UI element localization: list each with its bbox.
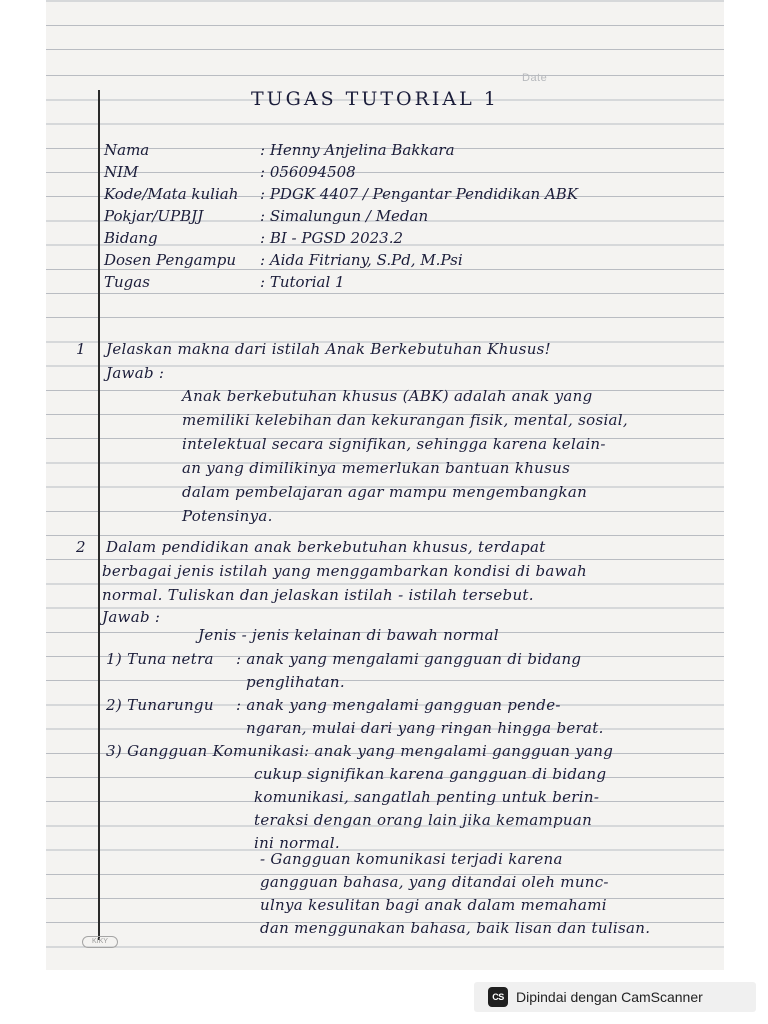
question-number: 2 — [76, 538, 86, 556]
definition-line: teraksi dengan orang lain jika kemampuan — [254, 811, 593, 829]
definition-line: komunikasi, sangatlah penting untuk berin- — [254, 788, 600, 806]
definition-line: ngaran, mulai dari yang ringan hingga berat. — [246, 719, 604, 737]
margin-line — [98, 90, 100, 940]
page-title: TUGAS TUTORIAL 1 — [251, 88, 499, 110]
definition-line: cukup signifikan karena gangguan di bidang — [254, 765, 607, 783]
answer-label: Jawab : — [102, 608, 161, 626]
date-label: Date — [522, 72, 548, 84]
term: 2) Tunarungu — [106, 696, 214, 714]
answer-line: dalam pembelajaran agar mampu mengembangkan — [182, 483, 588, 501]
info-value: : Tutorial 1 — [260, 273, 345, 291]
question-text: Jelaskan makna dari istilah Anak Berkebutuhan Khusus! — [106, 340, 552, 358]
info-label: NIM — [104, 163, 139, 181]
question-text: normal. Tuliskan dan jelaskan istilah - istilah tersebut. — [102, 586, 534, 604]
info-label: Nama — [104, 141, 150, 159]
definition-line: : anak yang mengalami gangguan yang — [304, 742, 614, 760]
answer-label: Jawab : — [106, 364, 165, 382]
definition-line: ini normal. — [254, 834, 340, 852]
definition-line: : anak yang mengalami gangguan pende- — [236, 696, 561, 714]
term: 3) Gangguan Komunikasi — [106, 742, 305, 760]
question-text: Dalam pendidikan anak berkebutuhan khusus, terdapat — [106, 538, 546, 556]
info-label: Bidang — [104, 229, 158, 247]
camscanner-badge — [474, 982, 756, 1012]
term: 1) Tuna netra — [106, 650, 214, 668]
info-label: Pokjar/UPBJJ — [104, 207, 204, 225]
answer-line: Potensinya. — [182, 507, 273, 525]
info-value: : BI - PGSD 2023.2 — [260, 229, 404, 247]
bullet-line: gangguan bahasa, yang ditandai oleh munc- — [260, 873, 609, 891]
answer-line: Anak berkebutuhan khusus (ABK) adalah anak yang — [182, 387, 593, 405]
info-value: : 056094508 — [260, 163, 356, 181]
brand-logo: KIKY — [82, 936, 118, 948]
definition-line: penglihatan. — [246, 673, 345, 691]
answer-line: an yang dimilikinya memerlukan bantuan khusus — [182, 459, 571, 477]
answer-subheading: Jenis - jenis kelainan di bawah normal — [198, 626, 499, 644]
info-value: : PDGK 4407 / Pengantar Pendidikan ABK — [260, 185, 579, 203]
camscanner-label: Dipindai dengan CamScanner — [516, 989, 703, 1005]
info-label: Dosen Pengampu — [104, 251, 237, 269]
info-value: : Aida Fitriany, S.Pd, M.Psi — [260, 251, 463, 269]
bullet-line: ulnya kesulitan bagi anak dalam memahami — [260, 896, 607, 914]
notebook-page — [46, 0, 724, 970]
info-label: Tugas — [104, 273, 150, 291]
bullet-line: - Gangguan komunikasi terjadi karena — [260, 850, 563, 868]
camscanner-icon: CS — [488, 987, 508, 1007]
info-label: Kode/Mata kuliah — [104, 185, 239, 203]
question-number: 1 — [76, 340, 86, 358]
info-value: : Henny Anjelina Bakkara — [260, 141, 455, 159]
answer-line: memiliki kelebihan dan kekurangan fisik, mental, sosial, — [182, 411, 628, 429]
question-text: berbagai jenis istilah yang menggambarkan kondisi di bawah — [102, 562, 587, 580]
bullet-line: dan menggunakan bahasa, baik lisan dan tulisan. — [260, 919, 651, 937]
answer-line: intelektual secara signifikan, sehingga karena kelain- — [182, 435, 606, 453]
info-value: : Simalungun / Medan — [260, 207, 429, 225]
definition-line: : anak yang mengalami gangguan di bidang — [236, 650, 582, 668]
